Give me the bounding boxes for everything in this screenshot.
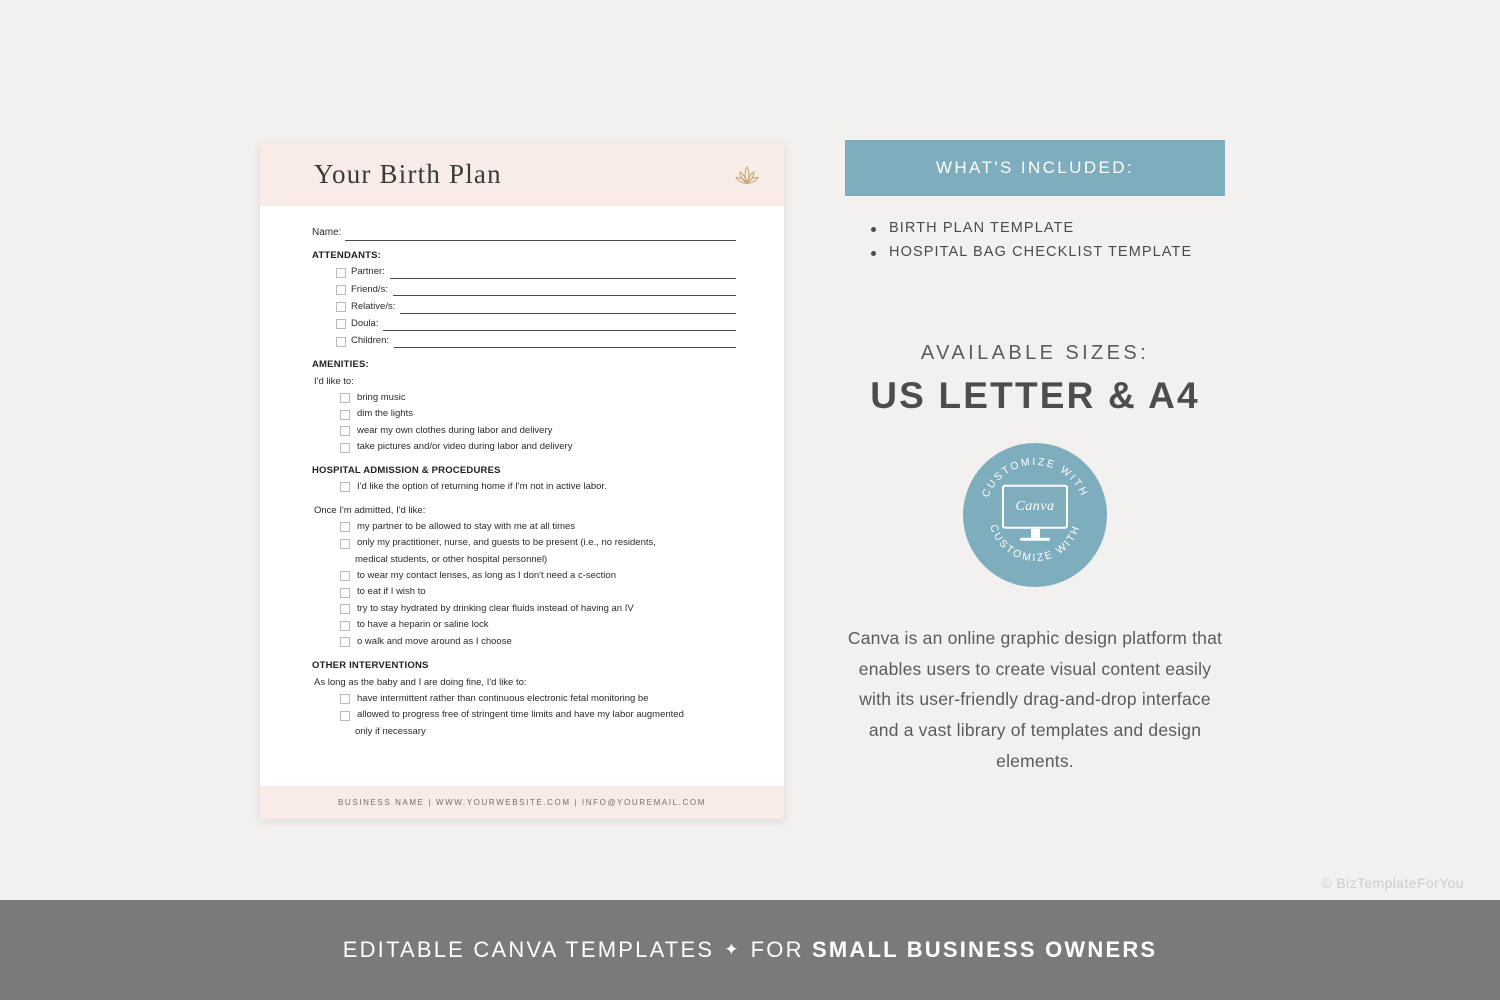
hospital-admission-check-list [340, 521, 736, 649]
available-sizes-value: US LETTER & A4 [870, 375, 1200, 416]
name-field-row [312, 226, 736, 241]
attendant-label: Children: [351, 335, 390, 347]
list-item-label: wear my own clothes during labor and delivery [357, 424, 553, 436]
document-header [260, 143, 784, 206]
list-item-label: take pictures and/or video during labor and delivery [357, 441, 573, 453]
list-item-label: I'd like the option of returning home if I'm not in active labor. [357, 480, 607, 492]
list-item-label: have intermittent rather than continuous electronic fetal monitoring be [357, 692, 649, 704]
section-heading-amenities: AMENITIES: [312, 359, 369, 371]
monitor-icon [1002, 485, 1068, 541]
checkbox[interactable] [340, 426, 350, 436]
checkbox[interactable] [340, 694, 350, 704]
checkbox[interactable] [336, 268, 346, 278]
checkbox[interactable] [340, 482, 350, 492]
list-item-label: to wear my contact lenses, as long as I don't need a c-section [357, 569, 616, 581]
list-item-label: my partner to be allowed to stay with me at all times [357, 520, 576, 532]
canva-brand-label: Canva [1015, 498, 1055, 514]
checkbox[interactable] [336, 319, 346, 329]
list-item [340, 537, 736, 550]
checkbox[interactable] [340, 522, 350, 532]
bottom-banner-text-mid: FOR [750, 937, 804, 962]
list-item [340, 570, 736, 583]
whats-included-banner: WHAT'S INCLUDED: [845, 140, 1225, 196]
attendant-label: Doula: [351, 318, 379, 330]
checkbox[interactable] [336, 285, 346, 295]
name-input-line[interactable] [345, 229, 736, 241]
list-item-label: only my practitioner, nurse, and guests to be present (i.e., no residents, [357, 537, 656, 549]
birth-plan-document [260, 143, 784, 819]
checkbox[interactable] [340, 571, 350, 581]
list-item [340, 709, 736, 722]
checkbox[interactable] [340, 410, 350, 420]
section-heading-attendants: ATTENDANTS: [312, 249, 382, 261]
sparkle-icon: ✦ [724, 940, 741, 959]
list-item [340, 425, 736, 438]
available-sizes-label: AVAILABLE SIZES: [920, 342, 1150, 364]
list-item [340, 521, 736, 534]
attendant-input-line[interactable] [394, 337, 736, 348]
bottom-banner-text-before: EDITABLE CANVA TEMPLATES [342, 937, 715, 962]
lotus-icon [734, 164, 760, 186]
attendants-field-list [336, 265, 736, 348]
list-item: BIRTH PLAN TEMPLATE [871, 220, 1225, 236]
checkbox[interactable] [340, 604, 350, 614]
watermark: © BizTemplateForYou [1321, 875, 1464, 891]
checkbox[interactable] [340, 443, 350, 453]
checkbox[interactable] [340, 621, 350, 631]
attendant-row [336, 300, 736, 314]
list-item-label: to have a heparin or saline lock [357, 619, 489, 631]
checkbox[interactable] [336, 337, 346, 347]
list-item [340, 693, 736, 706]
attendant-input-line[interactable] [393, 285, 736, 296]
list-item [340, 408, 736, 421]
list-item-continuation [355, 554, 736, 567]
list-item [340, 636, 736, 649]
bottom-banner-text-strong: SMALL BUSINESS OWNERS [812, 937, 1158, 962]
list-item-label: only if necessary [355, 725, 426, 737]
list-item [340, 603, 736, 616]
checkbox[interactable] [336, 302, 346, 312]
section-heading-other-interventions: OTHER INTERVENTIONS [312, 659, 429, 671]
list-item-label: o walk and move around as I choose [357, 635, 512, 647]
section-heading-hospital-admission: HOSPITAL ADMISSION & PROCEDURES [312, 465, 501, 477]
attendant-row [336, 265, 736, 279]
available-sizes-block [845, 342, 1225, 417]
attendant-label: Partner: [351, 266, 385, 278]
other-interventions-note: As long as the baby and I are doing fine, I'd like to: [314, 676, 527, 688]
list-item-continuation [355, 726, 736, 739]
list-item-label: allowed to progress free of stringent time limits and have my labor augmented [357, 709, 684, 720]
checkbox[interactable] [340, 711, 350, 721]
checkbox[interactable] [340, 588, 350, 598]
list-item [340, 586, 736, 599]
badge-arc-bottom-text: CUSTOMIZE WITH [987, 522, 1083, 565]
checkbox[interactable] [340, 539, 350, 549]
amenities-note: I'd like to: [314, 375, 354, 387]
attendant-label: Relative/s: [351, 300, 396, 312]
list-item [340, 481, 736, 494]
list-item [340, 619, 736, 632]
list-item-label: medical students, or other hospital personnel) [355, 553, 548, 565]
attendant-label: Friend/s: [351, 283, 388, 295]
right-panel [845, 140, 1225, 776]
attendant-row [336, 283, 736, 297]
attendant-input-line[interactable] [400, 303, 736, 314]
canva-description: Canva is an online graphic design platform that enables users to create visual content easily with its user-friendly drag-and-drop interface and a vast library of templates and design elements. [847, 628, 1223, 771]
document-footer: BUSINESS NAME | WWW.YOURWEBSITE.COM | INFO@YOUREMAIL.COM [260, 786, 784, 819]
name-label: Name: [312, 227, 342, 238]
document-body [260, 206, 784, 738]
hospital-admission-pre-list [340, 481, 736, 494]
list-item-label: try to stay hydrated by drinking clear fluids instead of having an IV [357, 602, 634, 614]
attendant-input-line[interactable] [383, 320, 736, 331]
bottom-banner [0, 900, 1500, 1000]
canva-badge [963, 443, 1107, 587]
list-item: HOSPITAL BAG CHECKLIST TEMPLATE [871, 244, 1225, 260]
badge-arc-top-text: CUSTOMIZE WITH [979, 455, 1091, 500]
attendant-row [336, 317, 736, 331]
attendant-row [336, 334, 736, 348]
list-item [340, 441, 736, 454]
included-items-list [871, 220, 1225, 260]
list-item-label: to eat if I wish to [357, 586, 426, 598]
list-item-label: dim the lights [357, 408, 413, 420]
hospital-admission-note: Once I'm admitted, I'd like: [314, 504, 426, 516]
list-item [340, 392, 736, 405]
checkbox[interactable] [340, 637, 350, 647]
other-interventions-check-list [340, 693, 736, 739]
attendant-input-line[interactable] [390, 268, 736, 279]
page-title: Your Birth Plan [314, 159, 502, 189]
list-item-label: bring music [357, 391, 406, 403]
amenities-check-list [340, 392, 736, 455]
checkbox[interactable] [340, 393, 350, 403]
